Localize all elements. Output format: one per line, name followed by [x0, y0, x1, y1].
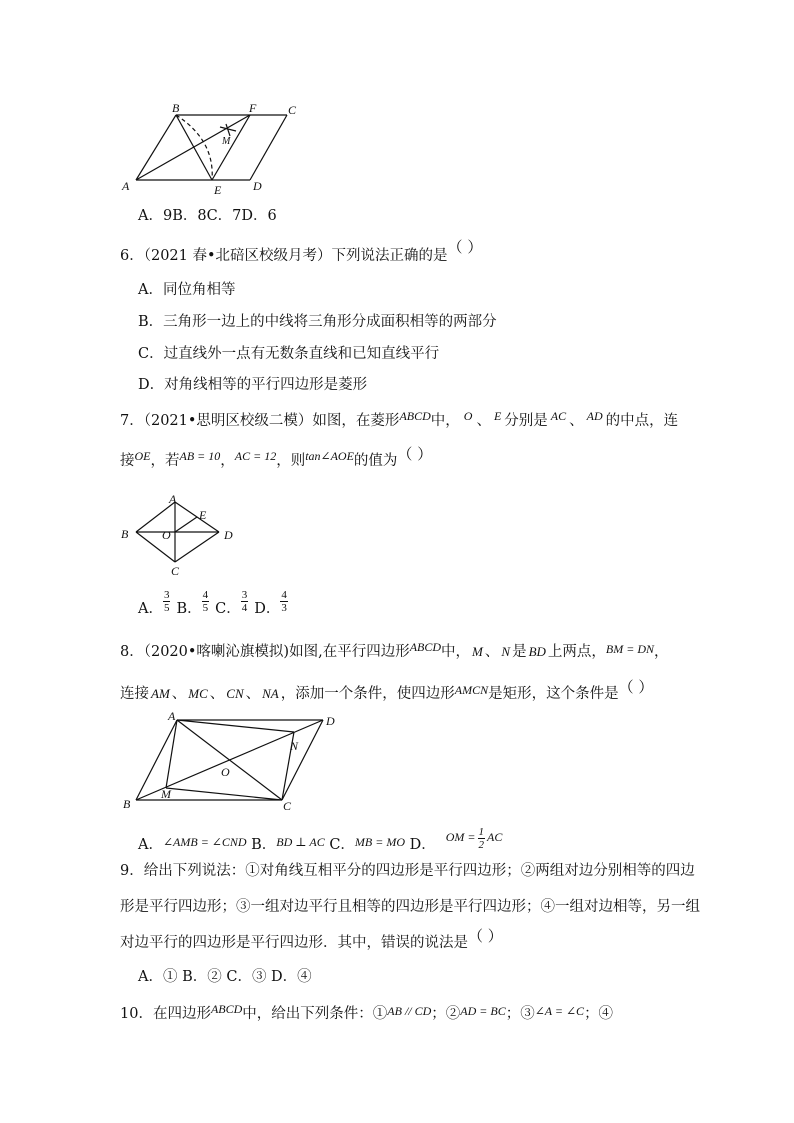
q8-line2: 连接 AM 、 MC 、 CN 、 NA ，添加一个条件，使四边形$^{AMCN}$是矩形，这个条件是（ ）	[120, 678, 654, 702]
q6-option-a: A．同位角相等	[138, 282, 236, 298]
q7-figure	[0, 480, 794, 580]
q8-label-N: N	[290, 739, 299, 753]
q5-label-F: F	[249, 101, 257, 115]
q9-line2: 形是平行四边形；③一组对边平行且相等的四边形是平行四边形；④一组对边相等，另一组	[120, 899, 700, 915]
q7-label-A: A	[169, 492, 177, 506]
q7-label-O: O	[162, 528, 171, 542]
q6-option-b: B．三角形一边上的中线将三角形分成面积相等的两部分	[138, 314, 497, 330]
q5-label-M: M	[222, 136, 231, 147]
q8-line-AC	[177, 720, 282, 800]
q5-line-AB	[136, 115, 176, 180]
q5-figure	[0, 0, 794, 200]
q7-option-b: B．	[176, 601, 202, 617]
q6-option-d: D．对角线相等的平行四边形是菱形	[138, 377, 368, 393]
q9-line3: 对边平行的四边形是平行四边形．其中，错误的说法是（ ）	[120, 927, 503, 951]
q7-option-c: C．	[215, 601, 241, 617]
q9-line1: 9．给出下列说法：①对角线互相平分的四边形是平行四边形；②两组对边分别相等的四边	[120, 863, 695, 879]
q8-line-MC	[166, 788, 282, 800]
q8-label-B: B	[123, 797, 131, 811]
q8-line1: 8．（2020•喀喇沁旗模拟)如图,在平行四边形$^{ABCD}$中， M 、 N 是 BD 上两点，$^{BM = DN}$，	[120, 640, 669, 660]
q7-line-OE	[175, 517, 197, 532]
q5-label-C: C	[288, 103, 297, 117]
q7-option-b-frac: $\frac{4}{5}$	[202, 588, 209, 614]
q7-label-B: B	[121, 527, 129, 541]
q5-line-AF	[136, 115, 250, 180]
q6-option-c: C．过直线外一点有无数条直线和已知直线平行	[138, 346, 440, 362]
q8-label-C: C	[283, 799, 292, 813]
q10-line1: 10．在四边形$^{ABCD}$中，给出下列条件：①$^{AB // CD}$；②$^{AD = BC}$；③$^{\angle A = \angle C}$；④	[120, 1002, 614, 1022]
q5-label-D: D	[253, 179, 262, 193]
q8-label-M: M	[161, 787, 171, 801]
q9-options: A．① B．② C．③ D．④	[138, 969, 312, 985]
q5-line-CD	[250, 115, 287, 180]
q7-label-D: D	[224, 528, 233, 542]
q7-line1: 7．（2021•思明区校级二模）如图，在菱形$^{ABCD}$中， $^O$ 、 $^E$ 分别是 $^{AC}$ 、 $^{AD}$ 的中点，连	[120, 409, 679, 429]
q8-figure	[0, 700, 794, 820]
q8-option-d-math: OM = 1 2 AC	[445, 825, 503, 851]
q8-option-b: B．	[251, 837, 277, 853]
q7-label-E: E	[199, 508, 207, 522]
q5-label-A: A	[122, 179, 130, 193]
q8-option-a: A．	[138, 837, 163, 853]
q7-label-C: C	[171, 564, 180, 578]
q8-option-d: D．	[409, 837, 436, 853]
q8-label-D: D	[326, 714, 335, 728]
q7-line2: 接$^{OE}$，若$^{AB = 10}$，$^{AC = 12}$，则$^{tan\angle AOE}$的值为（ ）	[120, 445, 433, 469]
q7-option-d: D．	[254, 601, 281, 617]
q7-option-a: A．	[138, 601, 163, 617]
q8-label-O: O	[221, 765, 230, 779]
q7-line-DC	[175, 532, 219, 562]
q8-option-c-math: MB = MO	[354, 835, 406, 849]
q5-line-FE	[212, 115, 250, 180]
q6-stem: 6．（2021 春•北碚区校级月考）下列说法正确的是（ ）	[120, 238, 483, 264]
q8-label-A: A	[168, 709, 176, 723]
q8-option-a-math: ∠AMB = ∠CND	[162, 835, 247, 849]
q7-option-c-frac: $\frac{3}{4}$	[241, 588, 248, 614]
q7-options	[138, 588, 288, 626]
q7-option-d-frac: $\frac{4}{3}$	[281, 588, 287, 614]
q5-options: A．9B．8C．7D．6	[138, 208, 277, 224]
q7-option-a-frac: $\frac{3}{5}$	[163, 588, 170, 614]
q8-options	[138, 825, 503, 862]
q8-option-b-math: BD ⊥ AC	[276, 835, 325, 849]
q5-label-B: B	[172, 101, 180, 115]
q5-label-E: E	[214, 183, 222, 197]
q8-option-c: C．	[329, 837, 355, 853]
q8-line-NA	[177, 720, 294, 732]
